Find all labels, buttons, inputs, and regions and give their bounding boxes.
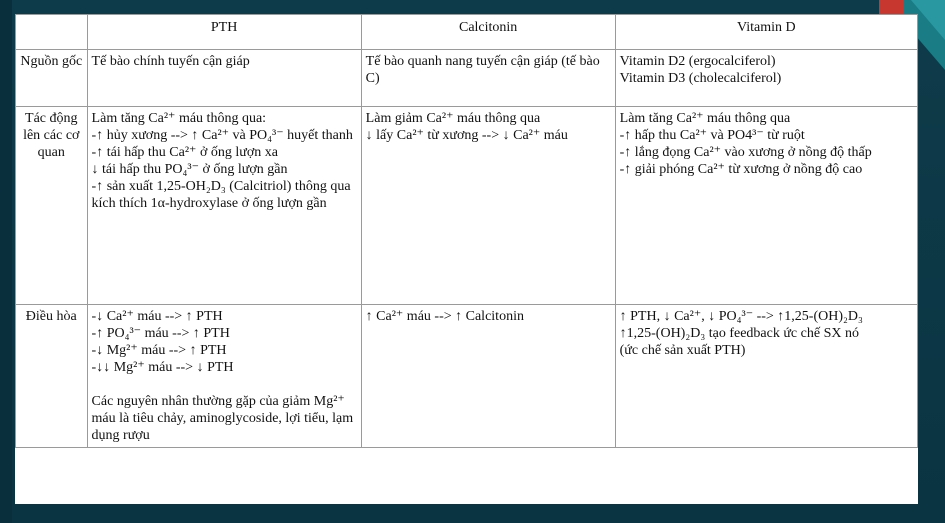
table-row — [16, 50, 918, 107]
row-label: Điều hòa — [16, 305, 88, 448]
cell-pth — [87, 50, 361, 107]
header-cell-pth: PTH — [87, 15, 361, 50]
header-cell-empty — [16, 15, 88, 50]
cell-line: -↓↓ Mg²⁺ máu --> ↓ PTH — [91, 360, 234, 375]
cell-line: Vitamin D2 (ergocalciferol) — [619, 54, 776, 69]
cell-calcitonin — [361, 50, 615, 107]
cell-vitamin-d — [615, 107, 917, 305]
cell-line: Làm tăng Ca²⁺ máu thông qua — [619, 111, 791, 126]
cell-line: Làm giảm Ca²⁺ máu thông qua — [365, 111, 541, 126]
cell-line: ↑ PTH, ↓ Ca²⁺, ↓ PO₄³⁻ --> ↑1,25-(OH)₂D₃ — [619, 309, 863, 324]
spacer — [92, 376, 357, 393]
cell-line: -↓ Mg²⁺ máu --> ↑ PTH — [91, 343, 227, 358]
cell-line: -↑ hủy xương --> ↑ Ca²⁺ và PO₄³⁻ huyết thanh — [91, 128, 353, 143]
cell-line: -↓ Ca²⁺ máu --> ↑ PTH — [91, 309, 223, 324]
header-row — [16, 15, 918, 50]
cell-line: (ức chế sản xuất PTH) — [619, 343, 746, 358]
cell-line: ↓ lấy Ca²⁺ từ xương --> ↓ Ca²⁺ máu — [365, 128, 568, 143]
header-cell-calcitonin: Calcitonin — [361, 15, 615, 50]
cell-calcitonin — [361, 107, 615, 305]
red-accent-bar — [879, 0, 904, 14]
cell-calcitonin — [361, 305, 615, 448]
cell-line: -↑ tái hấp thu Ca²⁺ ở ống lượn xa — [91, 145, 278, 160]
cell-line: ↑ Ca²⁺ máu --> ↑ Calcitonin — [365, 309, 524, 324]
cell-line: Làm tăng Ca²⁺ máu thông qua: — [91, 111, 267, 126]
cell-line: -↑ hấp thu Ca²⁺ và PO4³⁻ từ ruột — [619, 128, 805, 143]
cell-line: Vitamin D3 (cholecalciferol) — [619, 71, 782, 86]
hormone-comparison-table — [15, 14, 918, 448]
cell-vitamin-d — [615, 305, 917, 448]
cell-line: -↑ giải phóng Ca²⁺ từ xương ở nồng độ cao — [619, 162, 863, 177]
table-row — [16, 107, 918, 305]
cell-pth — [87, 107, 361, 305]
header-cell-vitamin-d: Vitamin D — [615, 15, 917, 50]
cell-line: Tế bào chính tuyến cận giáp — [91, 54, 250, 69]
table-row — [16, 305, 918, 448]
table-card — [15, 14, 918, 504]
cell-line: ↑1,25-(OH)₂D₃ tạo feedback ức chế SX nó — [619, 326, 859, 341]
cell-line: Các nguyên nhân thường gặp của giảm Mg²⁺ máu là tiêu chảy, aminoglycoside, lợi tiểu, lạm dụng rượu — [91, 394, 357, 443]
cell-line: ↓ tái hấp thu PO₄³⁻ ở ống lượn gần — [91, 162, 288, 177]
cell-pth — [87, 305, 361, 448]
cell-line: -↑ lắng đọng Ca²⁺ vào xương ở nồng độ thấp — [619, 145, 872, 160]
cell-line: -↑ PO₄³⁻ máu --> ↑ PTH — [91, 326, 230, 341]
slide-left-band — [0, 0, 12, 523]
row-label: Tác động lên các cơ quan — [16, 107, 88, 305]
row-label: Nguồn gốc — [16, 50, 88, 107]
cell-vitamin-d — [615, 50, 917, 107]
cell-line: Tế bào quanh nang tuyến cận giáp (tế bào C) — [365, 54, 604, 86]
cell-line: -↑ sản xuất 1,25-OH₂D₃ (Calcitriol) thông qua kích thích 1α-hydroxylase ở ống lượn gần — [91, 179, 355, 211]
